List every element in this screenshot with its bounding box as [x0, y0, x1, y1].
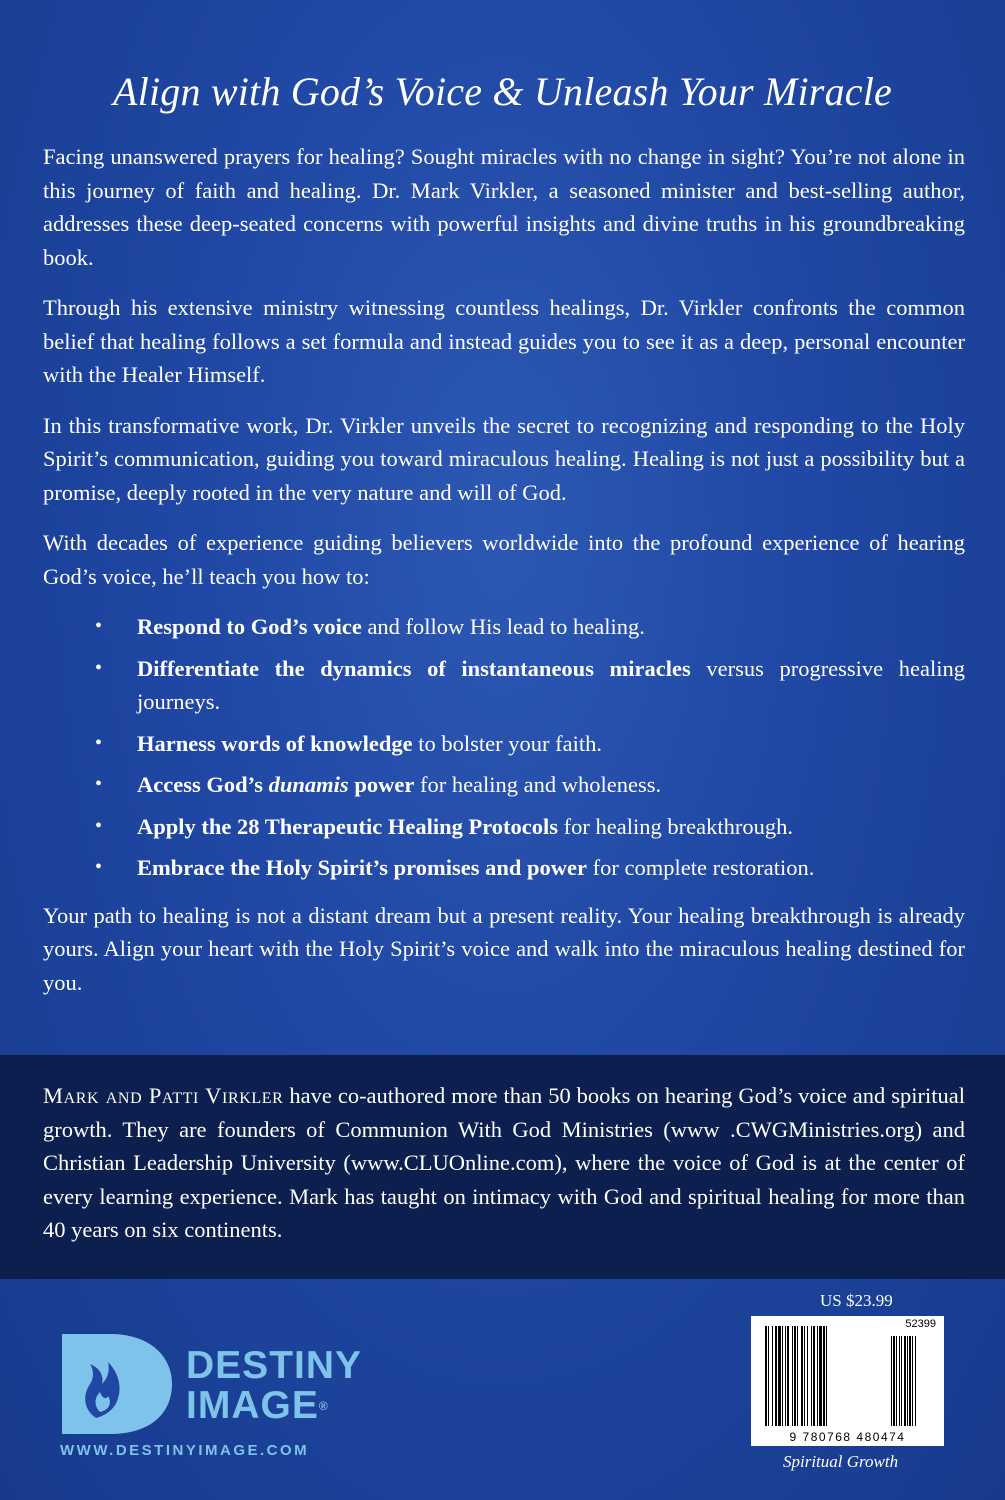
barcode-bar [826, 1326, 827, 1426]
bullet-bold-text: power [348, 772, 415, 797]
barcode-bar [811, 1326, 812, 1426]
bullet-bold-text: Differentiate the dynamics of instantaneous miracles [137, 655, 691, 681]
bullet-bold-text: Access God’s [137, 772, 269, 797]
list-item [43, 768, 965, 802]
publisher-url: WWW.DESTINYIMAGE.COM [60, 1442, 310, 1459]
barcode-bar [819, 1326, 822, 1426]
barcode-bar [794, 1326, 796, 1426]
list-item [43, 851, 965, 885]
barcode-bar [907, 1336, 908, 1426]
author-names: Mark and Patti Virkler [43, 1083, 284, 1108]
bullet-bold-text: Embrace the Holy Spirit’s promises and power [137, 855, 587, 880]
barcode-addon-number: 52399 [905, 1318, 936, 1330]
barcode-bar [765, 1326, 767, 1426]
paragraph: In this transformative work, Dr. Virkler unveils the secret to recognizing and responding to the Holy Spirit’s communication, guiding you toward miraculous healing. Healing is not just a possibility but a promise, deeply rooted in the very nature and will of God. [43, 412, 965, 505]
bullet-icon: • [95, 656, 103, 679]
paragraph: With decades of experience guiding believers worldwide into the profound experience of hearing God’s voice, he’ll teach you how to: [43, 530, 965, 589]
bullet-text: for healing breakthrough. [558, 813, 793, 839]
bullet-icon: • [95, 814, 103, 837]
barcode-bar [896, 1336, 897, 1426]
bullet-bold-text: Apply the 28 Therapeutic Healing Protocols [137, 813, 559, 839]
paragraph: Facing unanswered prayers for healing? Sought miracles with no change in sight? You’re not alone in this journey of faith and healing. Dr. Mark Virkler, a seasoned minister and best-selling author, addresses these deep-seated concerns with powerful insights and divine truths in his groundbreaking book. [43, 144, 965, 270]
barcode-bar [778, 1326, 781, 1426]
registered-mark: ® [318, 1399, 329, 1413]
bullet-icon: • [95, 615, 103, 637]
barcode-bar [813, 1326, 815, 1426]
barcode-bar [785, 1326, 786, 1426]
barcode-bar [909, 1336, 911, 1426]
barcode-bar [899, 1336, 900, 1426]
bullet-text: versus progressive healing journeys. [137, 655, 965, 714]
price-label: US $23.99 [820, 1291, 893, 1310]
category-label: Spiritual Growth [783, 1452, 899, 1471]
publisher-name-line1: DESTINY [186, 1344, 363, 1387]
barcode-graphic [751, 1316, 944, 1446]
barcode-bar [915, 1336, 916, 1426]
author-bio [43, 1079, 965, 1247]
isbn-barcode [751, 1316, 944, 1446]
barcode-bar [893, 1336, 895, 1426]
bullet-icon: • [95, 731, 103, 754]
list-item [43, 610, 965, 644]
barcode-bar [807, 1326, 808, 1426]
publisher-name [186, 1346, 362, 1426]
publisher-logo [60, 1334, 370, 1464]
barcode-bar [772, 1326, 773, 1426]
paragraph: Through his extensive ministry witnessing countless healings, Dr. Virkler confronts the common belief that healing follows a set formula and instead guides you to see it as a deep, personal encounter with the Healer Himself. [43, 295, 965, 387]
barcode-isbn-number: 9 780768 480474 [789, 1430, 906, 1444]
destiny-d-flame-icon [60, 1334, 175, 1434]
barcode-bar [912, 1336, 913, 1426]
barcode-bar [782, 1326, 783, 1426]
list-item [43, 652, 965, 719]
barcode-bar [775, 1326, 777, 1426]
barcode-bar [823, 1326, 825, 1426]
barcode-bar [901, 1336, 902, 1426]
author-bio-text: have co-authored more than 50 books on hearing God’s voice and spiritual growth. They are founders of Communion With God Ministries (www .CWGMinistries.org) and Christian Leadership University (www.CLUOnline.com), where the voice of God is at the center of every learning experience. Mark has taught on intimacy with God and spiritual healing for more than 40 years on six continents. [43, 1083, 965, 1242]
barcode-bar [787, 1326, 789, 1426]
barcode-bar [904, 1336, 906, 1426]
author-bio-band [0, 1055, 1005, 1279]
bullet-italic-text: dunamis [268, 772, 349, 797]
bullet-text: and follow His lead to healing. [361, 614, 645, 639]
list-item [43, 810, 965, 844]
bullet-text: for complete restoration. [587, 855, 815, 880]
benefit-list [43, 610, 965, 885]
barcode-bar [792, 1326, 793, 1426]
list-item [43, 727, 965, 761]
description [43, 140, 965, 1016]
cover-headline: Align with God’s Voice & Unleash Your Miracle [113, 69, 892, 114]
bullet-icon: • [95, 773, 103, 795]
barcode-bar [768, 1326, 769, 1426]
bullet-bold-text: Harness words of knowledge [137, 730, 413, 756]
closing-paragraph: Your path to healing is not a distant dream but a present reality. Your healing breakthrough is already yours. Align your heart with the Holy Spirit’s voice and walk into the miraculous healing destined for you. [43, 902, 965, 995]
bullet-text: to bolster your faith. [412, 730, 602, 756]
barcode-bar [817, 1326, 818, 1426]
barcode-bar [804, 1326, 805, 1426]
bullet-bold-text: Respond to God’s voice [137, 614, 362, 639]
bullet-text: for healing and wholeness. [414, 772, 662, 797]
bullet-icon: • [95, 856, 103, 878]
barcode-bar [797, 1326, 798, 1426]
barcode-bar [891, 1336, 892, 1426]
barcode-bar [801, 1326, 803, 1426]
publisher-name-line2: IMAGE [186, 1384, 319, 1427]
